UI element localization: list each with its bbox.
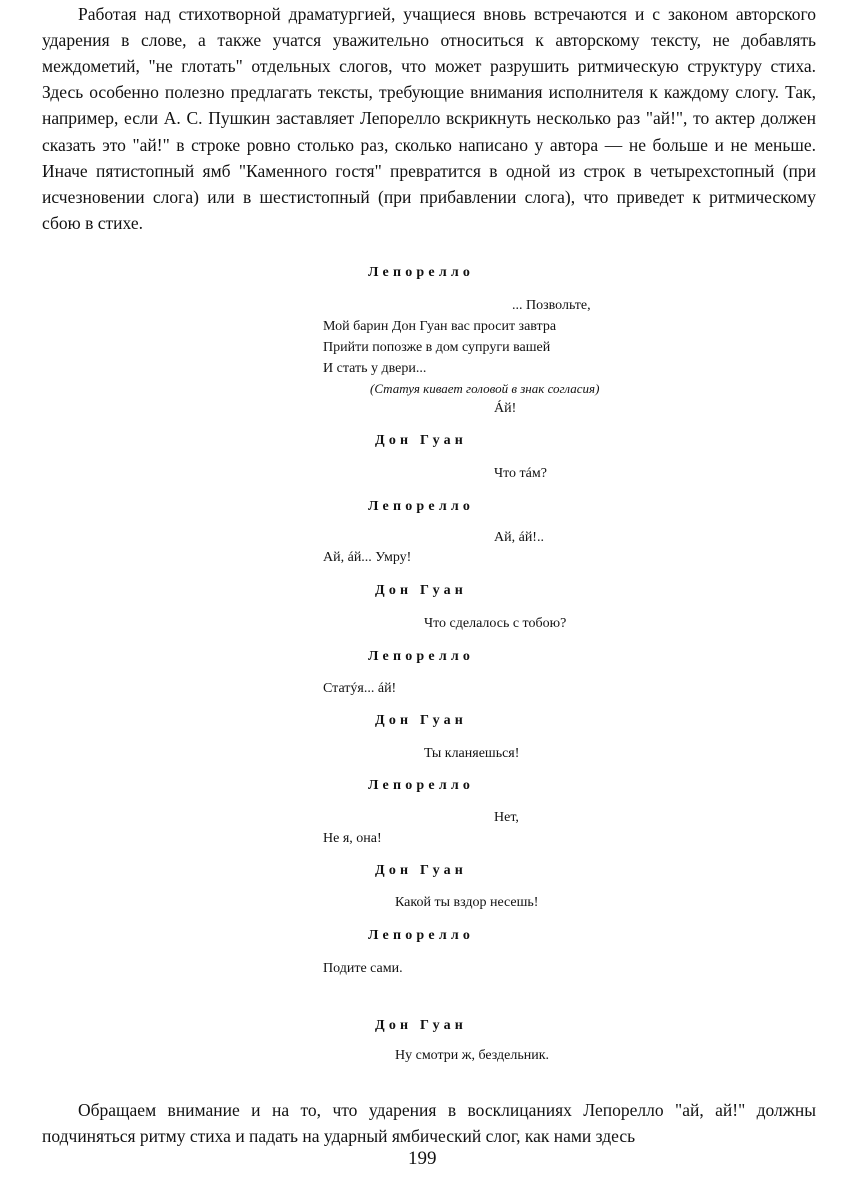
stage-direction: (Статуя кивает головой в знак согласия)	[370, 381, 600, 396]
verse-line: Ты кланяешься!	[424, 746, 520, 761]
speaker-leporello: Лепорелло	[368, 778, 475, 793]
verse-line: Подите сами.	[323, 961, 403, 976]
verse-line: Нет,	[494, 810, 519, 825]
verse-line: Прийти попозже в дом супруги вашей	[323, 340, 551, 355]
page-number: 199	[408, 1148, 437, 1169]
speaker-don-guan: Дон Гуан	[375, 863, 468, 878]
closing-paragraph-text: Обращаем внимание и на то, что ударения в восклицаниях Лепорелло "ай, ай!" должны подчиняться ритму стиха и падать на ударный ямбический слог, как нами здесь	[42, 1099, 816, 1146]
speaker-don-guan: Дон Гуан	[375, 583, 468, 598]
intro-paragraph	[42, 1, 816, 237]
verse-line: Что сделалось с тобою?	[424, 616, 567, 631]
closing-paragraph	[42, 1097, 816, 1149]
intro-paragraph-text: Работая над стихотворной драматургией, учащиеся вновь встречаются и с законом авторского ударения в слове, а также учатся уважительно относиться к авторскому тексту, не добавлять междометий, "не глотать" отдельных слогов, что может разрушить ритмическую структуру стиха. Здесь особенно полезно предлагать тексты, требующие внимания исполнителя к каждому слогу. Так, например, если А. С. Пушкин заставляет Лепорелло вскрикнуть несколько раз "ай!", то актер должен сказать это "ай!" в строке ровно столько раз, сколько написано у автора — не больше и не меньше. Иначе пятистопный ямб "Каменного гостя" превратится в одной из строк в четырехстопный (при исчезновении слога) или в шестистопный (при прибавлении слога), что приведет к ритмическому сбою в стихе.	[42, 3, 816, 234]
speaker-don-guan: Дон Гуан	[375, 1018, 468, 1033]
verse-line: Ай, áй... Умру!	[323, 550, 412, 565]
speaker-leporello: Лепорелло	[368, 928, 475, 943]
verse-line: Что тáм?	[494, 466, 547, 481]
speaker-don-guan: Дон Гуан	[375, 433, 468, 448]
verse-line: Áй!	[494, 401, 517, 416]
speaker-leporello: Лепорелло	[368, 499, 475, 514]
verse-line: Ай, áй!..	[494, 530, 544, 545]
speaker-don-guan: Дон Гуан	[375, 713, 468, 728]
verse-line: Мой барин Дон Гуан вас просит завтра	[323, 319, 557, 334]
verse-line: Какой ты вздор несешь!	[395, 895, 539, 910]
verse-line: Не я, она!	[323, 831, 382, 846]
verse-line: Ну смотри ж, бездельник.	[395, 1048, 550, 1063]
verse-line: Статýя... áй!	[323, 681, 397, 696]
speaker-leporello: Лепорелло	[368, 265, 475, 280]
verse-line: И стать у двери...	[323, 361, 427, 376]
speaker-leporello: Лепорелло	[368, 649, 475, 664]
verse-line: ... Позвольте,	[512, 298, 591, 313]
